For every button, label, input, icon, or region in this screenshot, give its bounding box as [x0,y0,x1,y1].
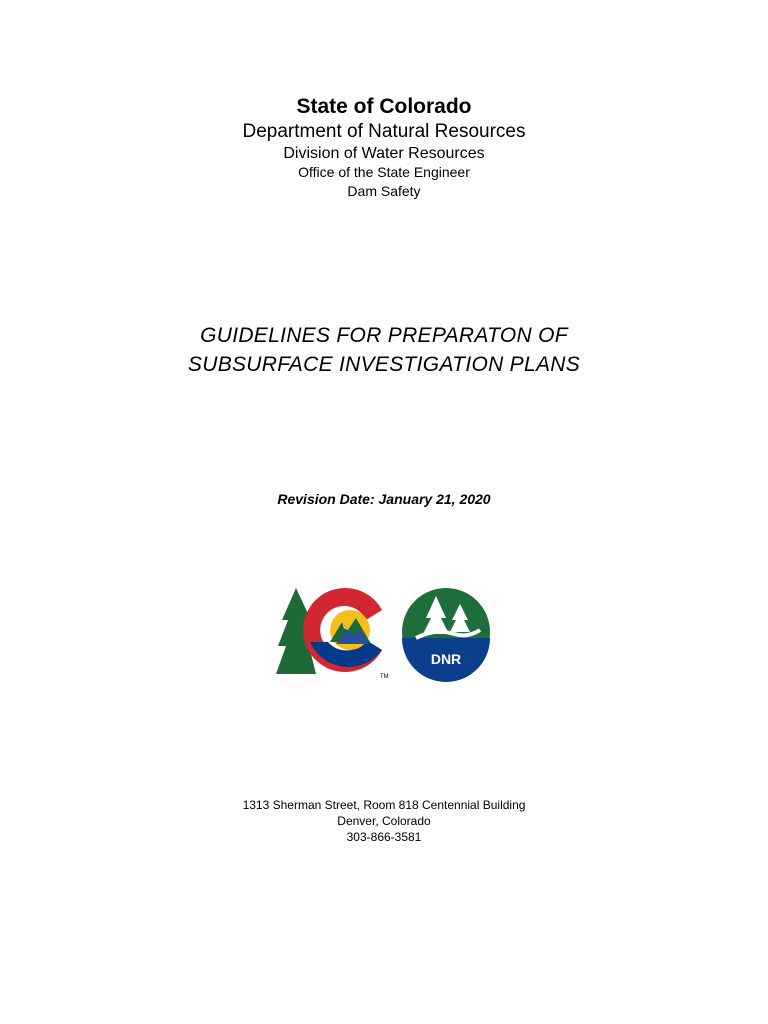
dnr-logo-icon [402,588,490,682]
address-city: Denver, Colorado [337,814,431,828]
revision-date: Revision Date: January 21, 2020 [277,491,491,507]
state-heading: State of Colorado [296,95,472,118]
department-heading: Department of Natural Resources [242,121,526,142]
document-title-line-1: GUIDELINES FOR PREPARATON OF [200,324,568,347]
trademark-mark: TM [380,674,389,680]
document-title [0,321,768,379]
logo-group [276,584,492,684]
colorado-logo-icon [276,588,382,674]
division-heading: Division of Water Resources [283,145,485,162]
dnr-text: DNR [430,651,462,667]
program-heading: Dam Safety [347,183,421,199]
address-phone: 303-866-3581 [346,830,422,844]
logo-graphics [276,584,492,684]
document-title-line-2: SUBSURFACE INVESTIGATION PLANS [187,353,581,376]
office-heading: Office of the State Engineer [298,164,470,180]
address-street: 1313 Sherman Street, Room 818 Centennial Building [242,798,526,812]
